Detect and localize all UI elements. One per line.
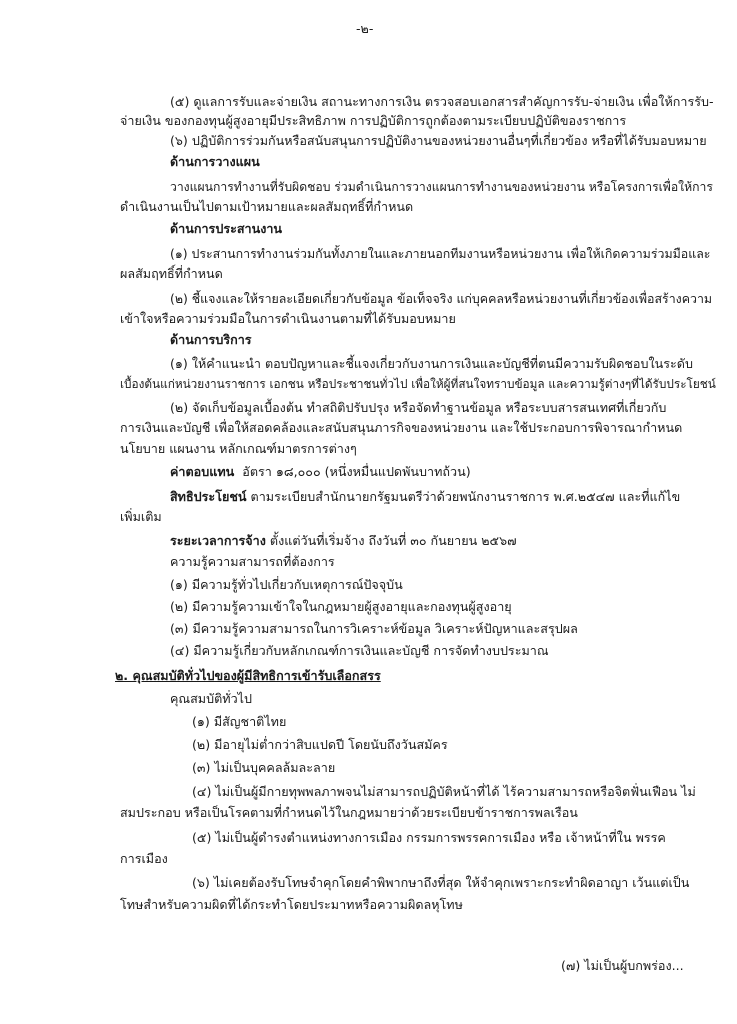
knowledge-item: (๔) มีความรู้เกี่ยวกับหลักเกณฑ์การเงินและบัญชี การจัดทำงบประมาณ	[170, 643, 549, 658]
knowledge-item: (๒) มีความรู้ความเข้าใจในกฎหมายผู้สูงอายุและกองทุนผู้สูงอายุ	[170, 599, 512, 614]
employment-period-row	[170, 532, 517, 550]
continuation-marker: (๗) ไม่เป็นผู้บกพร่อง...	[561, 958, 684, 973]
finance-item-5-line2: จ่ายเงิน ของกองทุนผู้สูงอายุมีประสิทธิภาพ การปฏิบัติการถูกต้องตามระเบียบปฏิบัติของราชการ	[120, 113, 627, 128]
qualification-item-5-line2: การเมือง	[120, 851, 168, 866]
coordination-item-1-line1: (๑) ประสานการทำงานร่วมกันทั้งภายในและภายนอกทีมงานหรือหน่วยงาน เพื่อให้เกิดความร่วมมือและ	[170, 246, 711, 261]
qualification-item-2: (๒) มีอายุไม่ต่ำกว่าสิบแปดปี โดยนับถึงวันสมัคร	[192, 737, 448, 752]
planning-line1: วางแผนการทำงานที่รับผิดชอบ ร่วมดำเนินการวางแผนการทำงานของหน่วยงาน หรือโครงการเพื่อให้การ	[170, 180, 713, 194]
qualification-item-6-line1: (๖) ไม่เคยต้องรับโทษจำคุกโดยคำพิพากษาถึงที่สุด ให้จำคุกเพราะกระทำผิดอาญา เว้นแต่เป็น	[192, 875, 690, 890]
service-item-1-line2: เบื้องต้นแก่หน่วยงานราชการ เอกชน หรือประชาชนทั่วไป เพื่อให้ผู้ที่สนใจทราบข้อมูล และความรู้ต่างๆที่ได้รับประโยชน์	[120, 377, 716, 391]
employment-period-label: ระยะเวลาการจ้าง	[170, 533, 266, 548]
benefits-line2: เพิ่มเติม	[120, 509, 162, 524]
compensation-value: อัตรา ๑๘,๐๐๐ (หนึ่งหมื่นแปดพันบาทถ้วน)	[242, 464, 471, 479]
service-item-1-line1: (๑) ให้คำแนะนำ ตอบปัญหาและชี้แจงเกี่ยวกับงานการเงินและบัญชีที่ตนมีความรับผิดชอบในระดับ	[170, 356, 693, 371]
knowledge-item: (๓) มีความรู้ความสามารถในการวิเคราะห์ข้อมูล วิเคราะห์ปัญหาและสรุปผล	[170, 621, 578, 636]
coordination-item-1-line2: ผลสัมฤทธิ์ที่กำหนด	[120, 266, 223, 281]
coordination-item-2-line1: (๒) ชี้แจงและให้รายละเอียดเกี่ยวกับข้อมูล ข้อเท็จจริง แก่บุคคลหรือหน่วยงานที่เกี่ยวข้องเพื่อสร้างความ	[170, 291, 713, 306]
service-heading: ด้านการบริการ	[170, 332, 252, 347]
service-item-2-line1: (๒) จัดเก็บข้อมูลเบื้องต้น ทำสถิติปรับปรุง หรือจัดทำฐานข้อมูล หรือระบบสารสนเทศที่เกี่ยวกับ	[170, 400, 667, 415]
planning-heading: ด้านการวางแผน	[170, 154, 260, 169]
qualification-item-4-line1: (๔) ไม่เป็นผู้มีกายทุพพลภาพจนไม่สามารถปฏิบัติหน้าที่ได้ ไร้ความสามารถหรือจิตฟั่นเฟือน ไม่	[192, 784, 696, 799]
knowledge-item: (๑) มีความรู้ทั่วไปเกี่ยวกับเหตุการณ์ปัจจุบัน	[170, 577, 403, 592]
compensation-label: ค่าตอบแทน	[170, 464, 235, 479]
planning-line2: ดำเนินงานเป็นไปตามเป้าหมายและผลสัมฤทธิ์ที่กำหนด	[120, 199, 414, 214]
finance-item-6: (๖) ปฏิบัติการร่วมกันหรือสนับสนุนการปฏิบัติงานของหน่วยงานอื่นๆที่เกี่ยวข้อง หรือที่ได้รับมอบหมาย	[170, 133, 707, 148]
knowledge-heading: ความรู้ความสามารถที่ต้องการ	[170, 554, 335, 569]
finance-item-5-line1: (๕) ดูแลการรับและจ่ายเงิน สถานะทางการเงิน ตรวจสอบเอกสารสำคัญการรับ-จ่ายเงิน เพื่อให้การรับ-	[170, 94, 714, 109]
coordination-heading: ด้านการประสานงาน	[170, 221, 283, 236]
qualification-item-3: (๓) ไม่เป็นบุคคลล้มละลาย	[192, 760, 336, 775]
benefits-row	[170, 488, 680, 506]
coordination-item-2-line2: เข้าใจหรือความร่วมมือในการดำเนินงานตามที่ได้รับมอบหมาย	[120, 311, 456, 326]
employment-period-value: ตั้งแต่วันที่เริ่มจ้าง ถึงวันที่ ๓๐ กันยายน ๒๕๖๗	[269, 533, 517, 548]
benefits-label: สิทธิประโยชน์	[170, 489, 247, 504]
compensation-row	[170, 463, 471, 481]
qualification-item-6-line2: โทษสำหรับความผิดที่ได้กระทำโดยประมาทหรือความผิดลหุโทษ	[120, 897, 463, 912]
qualification-item-4-line2: สมประกอบ หรือเป็นโรคตามที่กำหนดไว้ในกฎหมายว่าด้วยระเบียบข้าราชการพลเรือน	[120, 805, 578, 820]
page-number: -๒-	[356, 21, 374, 36]
qualifications-subheading: คุณสมบัติทั่วไป	[170, 691, 252, 706]
service-item-2-line2: การเงินและบัญชี เพื่อให้สอดคล้องและสนับสนุนภารกิจของหน่วยงาน และใช้ประกอบการพิจารณากำหนด	[120, 420, 683, 435]
service-item-2-line3: นโยบาย แผนงาน หลักเกณฑ์มาตรการต่างๆ	[120, 441, 357, 456]
qualifications-heading: ๒. คุณสมบัติทั่วไปของผู้มีสิทธิการเข้ารับเลือกสรร	[115, 668, 381, 683]
benefits-value: ตามระเบียบสำนักนายกรัฐมนตรีว่าด้วยพนักงานราชการ พ.ศ.๒๕๔๗ และที่แก้ไข	[250, 489, 681, 504]
qualification-item-5-line1: (๕) ไม่เป็นผู้ดำรงตำแหน่งทางการเมือง กรรมการพรรคการเมือง หรือ เจ้าหน้าที่ใน พรรค	[192, 830, 666, 845]
qualification-item-1: (๑) มีสัญชาติไทย	[192, 714, 287, 729]
